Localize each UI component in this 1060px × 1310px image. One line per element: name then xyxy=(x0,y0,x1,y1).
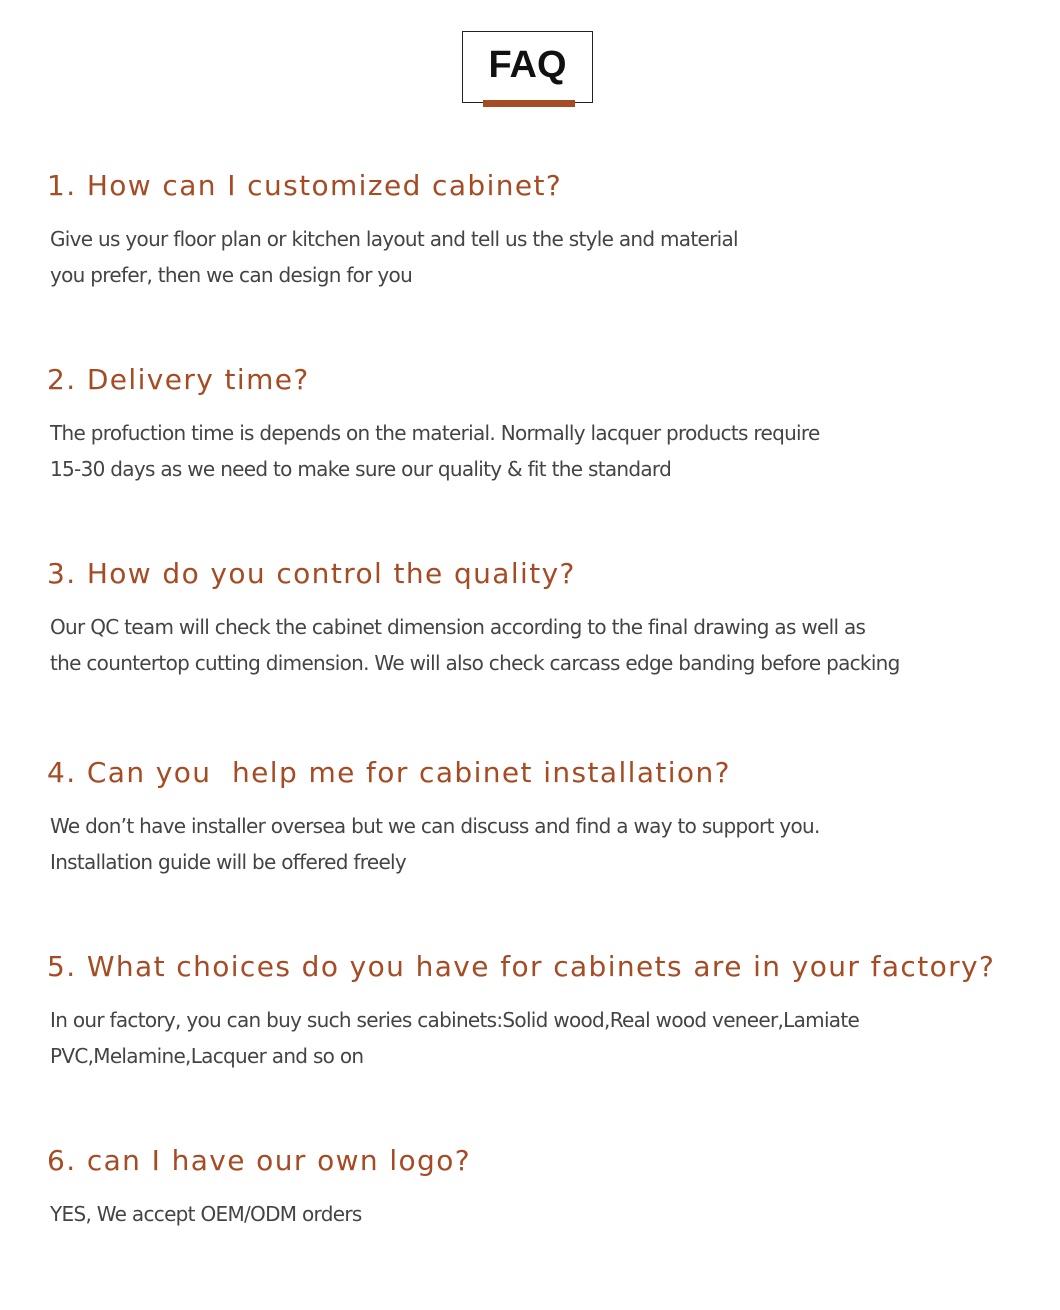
faq-question-5: 5. What choices do you have for cabinets are in your factory? xyxy=(47,950,996,983)
faq-answer-2 xyxy=(50,415,820,487)
faq-answer-line: Installation guide will be offered freely xyxy=(50,850,407,874)
faq-answer-line: 15-30 days as we need to make sure our quality & fit the standard xyxy=(50,457,672,481)
faq-answer-line: In our factory, you can buy such series cabinets:Solid wood,Real wood veneer,Lamiate xyxy=(50,1008,860,1032)
faq-question-4: 4. Can you help me for cabinet installation? xyxy=(47,756,731,789)
page-title: FAQ xyxy=(488,44,567,86)
faq-answer-1 xyxy=(50,221,738,293)
faq-answer-line: PVC,Melamine,Lacquer and so on xyxy=(50,1044,364,1068)
faq-question-3: 3. How do you control the quality? xyxy=(47,557,576,590)
faq-answer-line: The profuction time is depends on the material. Normally lacquer products require xyxy=(50,421,820,445)
faq-title-box xyxy=(462,31,593,103)
faq-answer-line: We don’t have installer oversea but we can discuss and find a way to support you. xyxy=(50,814,820,838)
faq-answer-line: Give us your floor plan or kitchen layout and tell us the style and material xyxy=(50,227,738,251)
faq-question-2: 2. Delivery time? xyxy=(47,363,310,396)
faq-question-6: 6. can I have our own logo? xyxy=(47,1144,472,1177)
faq-answer-line: the countertop cutting dimension. We will also check carcass edge banding before packing xyxy=(50,651,900,675)
faq-answer-line: YES, We accept OEM/ODM orders xyxy=(50,1202,362,1226)
title-underline xyxy=(483,100,575,107)
faq-answer-4 xyxy=(50,808,820,880)
faq-answer-6 xyxy=(50,1196,362,1232)
faq-question-1: 1. How can I customized cabinet? xyxy=(47,169,563,202)
faq-answer-3 xyxy=(50,609,900,681)
faq-answer-line: Our QC team will check the cabinet dimension according to the final drawing as well as xyxy=(50,615,866,639)
faq-answer-line: you prefer, then we can design for you xyxy=(50,263,413,287)
faq-answer-5 xyxy=(50,1002,859,1074)
